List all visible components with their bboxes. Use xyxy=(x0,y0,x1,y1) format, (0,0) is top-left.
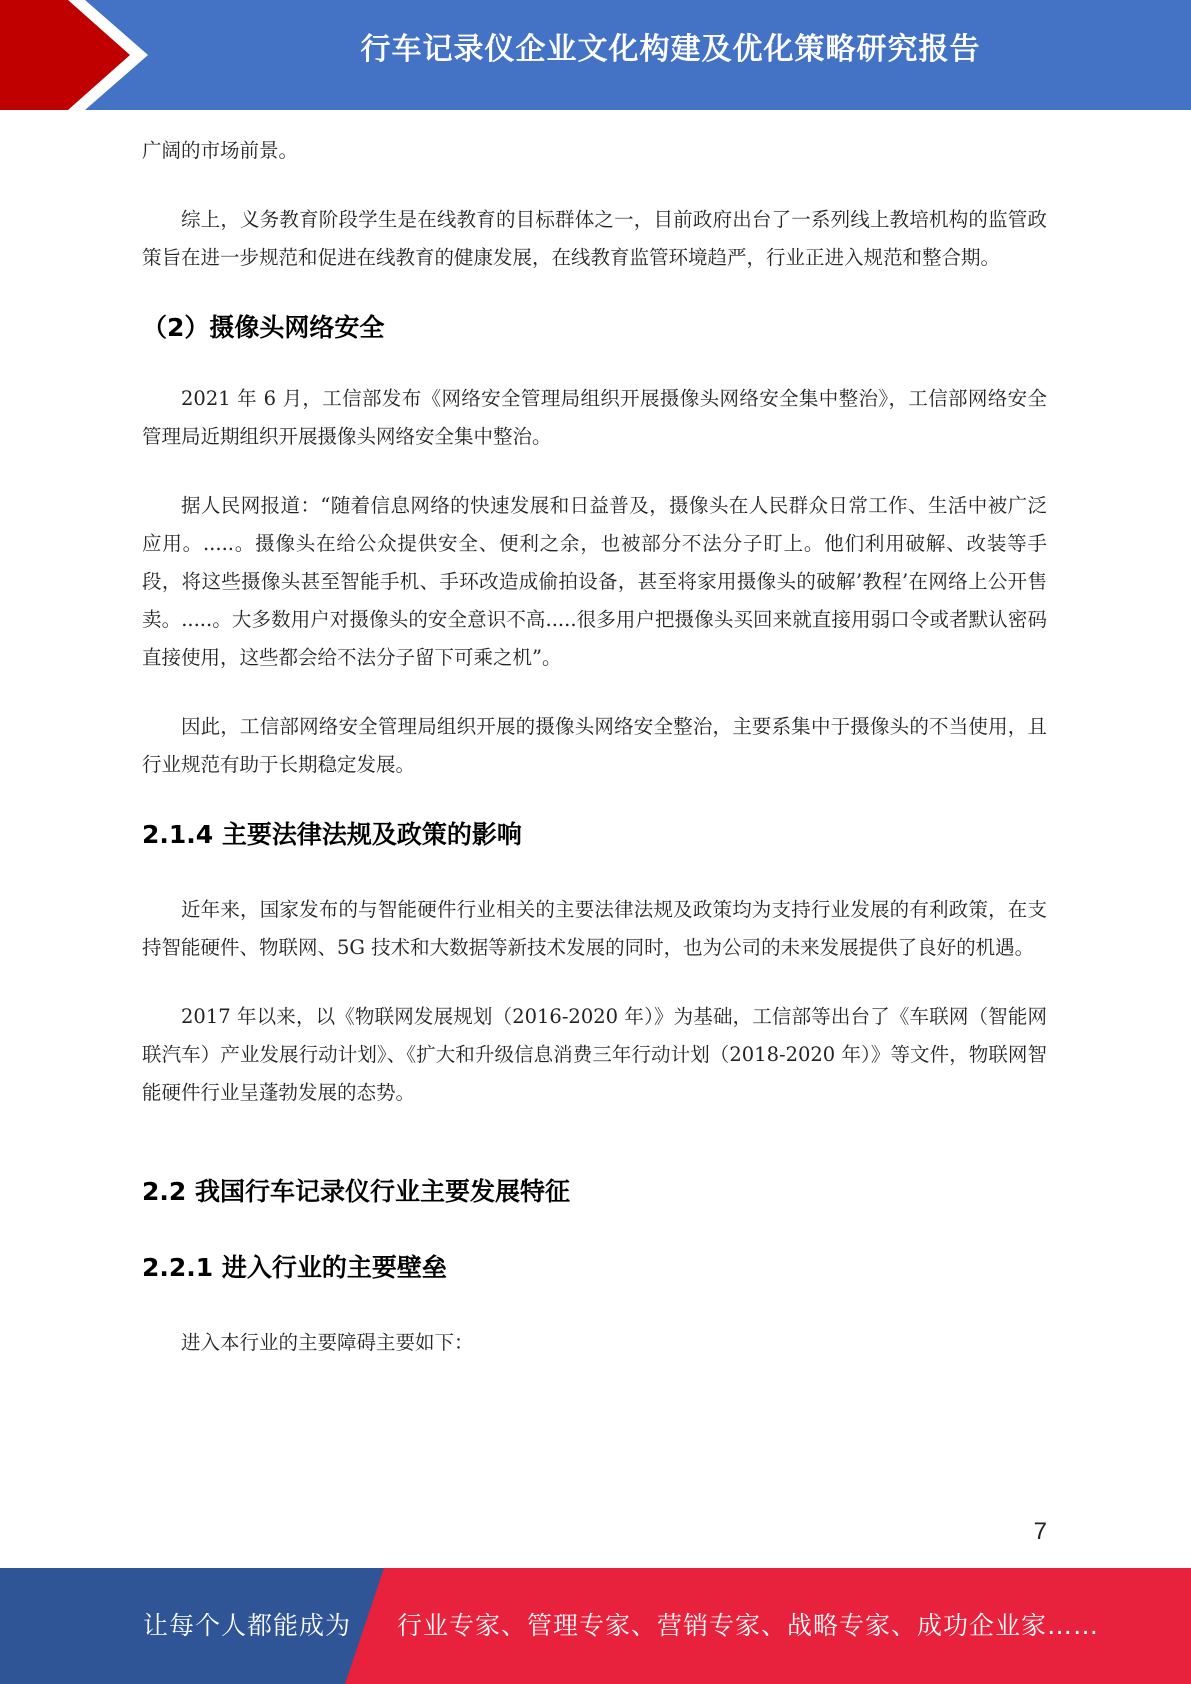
paragraph-miit-announcement: 2021 年 6 月，工信部发布《网络安全管理局组织开展摄像头网络安全集中整治》，工信部网络安全管理局近期组织开展摄像头网络安全集中整治。 xyxy=(142,387,1047,448)
paragraph-education-summary: 综上，义务教育阶段学生是在线教育的目标群体之一，目前政府出台了一系列线上教培机构的监管政策旨在进一步规范和促进在线教育的健康发展，在线教育监管环境趋严，行业正进入规范和整合期。 xyxy=(142,208,1047,269)
paragraph-iot-plan: 2017 年以来，以《物联网发展规划（2016-2020 年）》为基础，工信部等出台了《车联网（智能网联汽车）产业发展行动计划》、《扩大和升级信息消费三年行动计划（2018-2020 年）》等文件，物联网智能硬件行业呈蓬勃发展的态势。 xyxy=(142,1005,1047,1104)
paragraph-entry-barriers: 进入本行业的主要障碍主要如下： xyxy=(181,1331,474,1354)
heading-camera-security: （2）摄像头网络安全 xyxy=(142,313,385,342)
footer-slogan-left: 让每个人都能成为 xyxy=(143,1611,352,1640)
page-header xyxy=(0,0,1191,110)
page-number: 7 xyxy=(1033,1518,1047,1545)
paragraph-policy-impact: 近年来，国家发布的与智能硬件行业相关的主要法律法规及政策均为支持行业发展的有利政策，在支持智能硬件、物联网、5G 技术和大数据等新技术发展的同时，也为公司的未来发展提供了良好的机遇。 xyxy=(142,898,1047,959)
page-footer xyxy=(0,1568,1191,1684)
paragraph-market-outlook: 广阔的市场前景。 xyxy=(142,139,299,162)
document-title: 行车记录仪企业文化构建及优化策略研究报告 xyxy=(360,32,981,67)
paragraph-regulation-conclusion: 因此，工信部网络安全管理局组织开展的摄像头网络安全整治，主要系集中于摄像头的不当使用，且行业规范有助于长期稳定发展。 xyxy=(142,715,1047,776)
heading-2-2-1: 2.2.1 进入行业的主要壁垒 xyxy=(142,1253,447,1282)
footer-slogan-right: 行业专家、管理专家、营销专家、战略专家、成功企业家…… xyxy=(397,1611,1100,1640)
paragraph-peoples-daily-quote: 据人民网报道：“随着信息网络的快速发展和日益普及，摄像头在人民群众日常工作、生活中被广泛应用。.....。摄像头在给公众提供安全、便利之余，也被部分不法分子盯上。他们利用破解、改装等手段，将这些摄像头甚至智能手机、手环改造成偷拍设备，甚至将家用摄像头的破解’教程’在网络上公开售卖。.....。大多数用户对摄像头的安全意识不高.....很多用户把摄像头买回来就直接用弱口令或者默认密码直接使用，这些都会给不法分子留下可乘之机”。 xyxy=(142,494,1047,669)
heading-2-2: 2.2 我国行车记录仪行业主要发展特征 xyxy=(142,1177,570,1206)
heading-2-1-4: 2.1.4 主要法律法规及政策的影响 xyxy=(142,820,522,849)
page-body xyxy=(142,132,1047,1393)
